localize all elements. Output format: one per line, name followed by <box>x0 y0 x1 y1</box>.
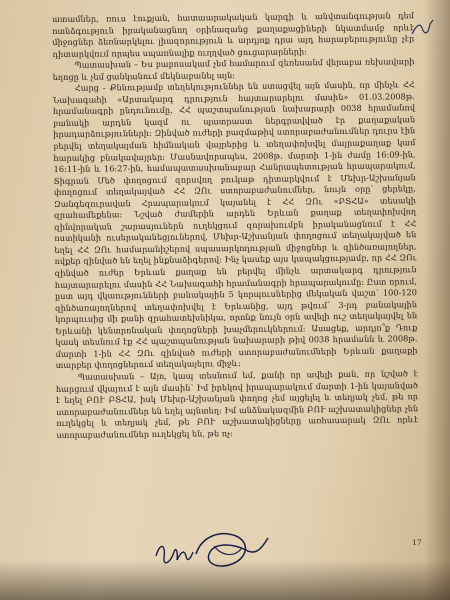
body-text <box>52 10 418 441</box>
page-edge-shadow <box>424 0 450 600</box>
paragraph-4: Պատասխան – Այո, կապ տեսնում եմ, քանի որ ավելի քան, որ նշված է հարցում վկայում է այն մասին՝ Իմ իրեկով իրապարակում մարտի 1-ին կայանված է եղել ԲՈՒ ԲՏՀԱ, իսկ Մեխր-Աշխանյան փողոց չեմ այցելել և տեղյակ չեմ, թե որ ստորաբաժանումներ են եղել այնտեղ: Իմ անձնակազմին ԲՈՒ աշխատակիցներ չեն ուղեկցել և տեղյակ չեմ, թե ԲՈՒ աշխատակիցները առհասարակ ԶՈւ որևէ ստորաբաժանումներ ուղեկցել են, թե ոչ: <box>55 368 419 440</box>
paragraph-2: Պատասխան – Ես բաբոսակամ չեմ համարում զեռեսանմ վերաբա ռեխավարի եղոցը և չեմ ցանկանում մեկնաբանել այն: <box>52 56 415 82</box>
page-number: 17 <box>412 538 422 547</box>
paragraph-1: ատամներ, ռուս էուքյան, հատաարակական կարգի և անվտանգության դեմ ոտնձգություն իրականացնող օրինազանց քաղաքացիների նկատմամբ որևէ միջոցներ ձեռնարկելու լիազորություն և արդյոք դրա այդ հարաբերությունը չէր դիտարկվում որպես սպառնալիք ուղղված ցուցարարների: <box>52 10 415 59</box>
paragraph-3: Հարց - Քննությամբ տեղեկություններ են ստացվել այն մասին, որ մինչև ՀՀ Նախագահի «Արտակարգ դրություն հայտարարելու մասին» 01.03.2008թ. հրամանագրի ընդունումը, ՀՀ պաշտպանության նախարարի 0038 հրամանով բանակի արդեն կազմ ու պատրաստ ներգրավված էր քաղաքական իրադարձությունների: Զինված ուժերի բազմաթիվ ստորաբաժանումներ դուրս էին բերվել տեղակայման հիմնական վայրերից և տեղափոխվել մայրաքաղաք կամ հարակից բնակավայրեր: Մասնավորապես, 2008թ. մարտի 1-ին ժամը 16:09-ին, 16:11-ին և 16:27-ին, համապատասխանաբար Հանրապետության հրապարակում, Տիգրան Մեծ փողոցում զորսվող բուկաթ դիտարկվում է Մեխր-Աշխանյան փողոցում տեղակայված ՀՀ ԶՈւ ստորաբաժանումներ, նույն օրը՝ ցերեկը, Զանգեզուրավան Հրապարակում կայանել է ՀՀ ԶՈւ «ԲՏՀԱ» տեսակի զրահամեքենա: Նշված ժամերին արդեն Երևան քաղաք տեղափոխվող զինվորական շարասյուներն ուղեկցում զորախումբն իրականացնում է ՀՀ ոստիկանի ուսերականեցյուներով, Մեխր-Աշխանյան փողոցում տեղակայված են եղել ՀՀ ԶՈւ համարանիշերով սպասարկողության միջոցներ և զինծառայողներ, ովքեր զինված են եղել ինքնաձիգերով: Ինչ կասեք այս կապակցությամբ, որ ՀՀ ԶՈւ զինված ուժեր Երևան քաղաք են բերվել մինչև արտակարգ դրություն հայտարարելու մասին ՀՀ Նախագահի հրամանագրի հրապարակումը: Ըստ որում, ըստ այդ վկաությունների բանակային 5 կորպուսներից մեկական վաշտ՝ 100-120 զինծառայողներով տեղափոխվել է Երևանից, այդ թվում՝ 3-րդ բանակային կորպուսից մի քանի զրահատեխնիկա, որոնք նույն օրն ավելի ուշ տեղակայվել են Երևանի կենտրոնական փողոցների խաչմերուկներում: Ասացեք, արդյո՞ք Դուք կասկ տեսնում էք ՀՀ պաշտպանության նախարարի թիվ 0038 հրամանն և 2008թ. մարտի 1-ին ՀՀ ԶՈւ զինված ուժերի ստորաբաժանումների Երևան քաղաքի տարբեր փողոցներում տեղակայելու միջև: <box>52 79 418 371</box>
page-bottom-shadow <box>0 560 450 600</box>
